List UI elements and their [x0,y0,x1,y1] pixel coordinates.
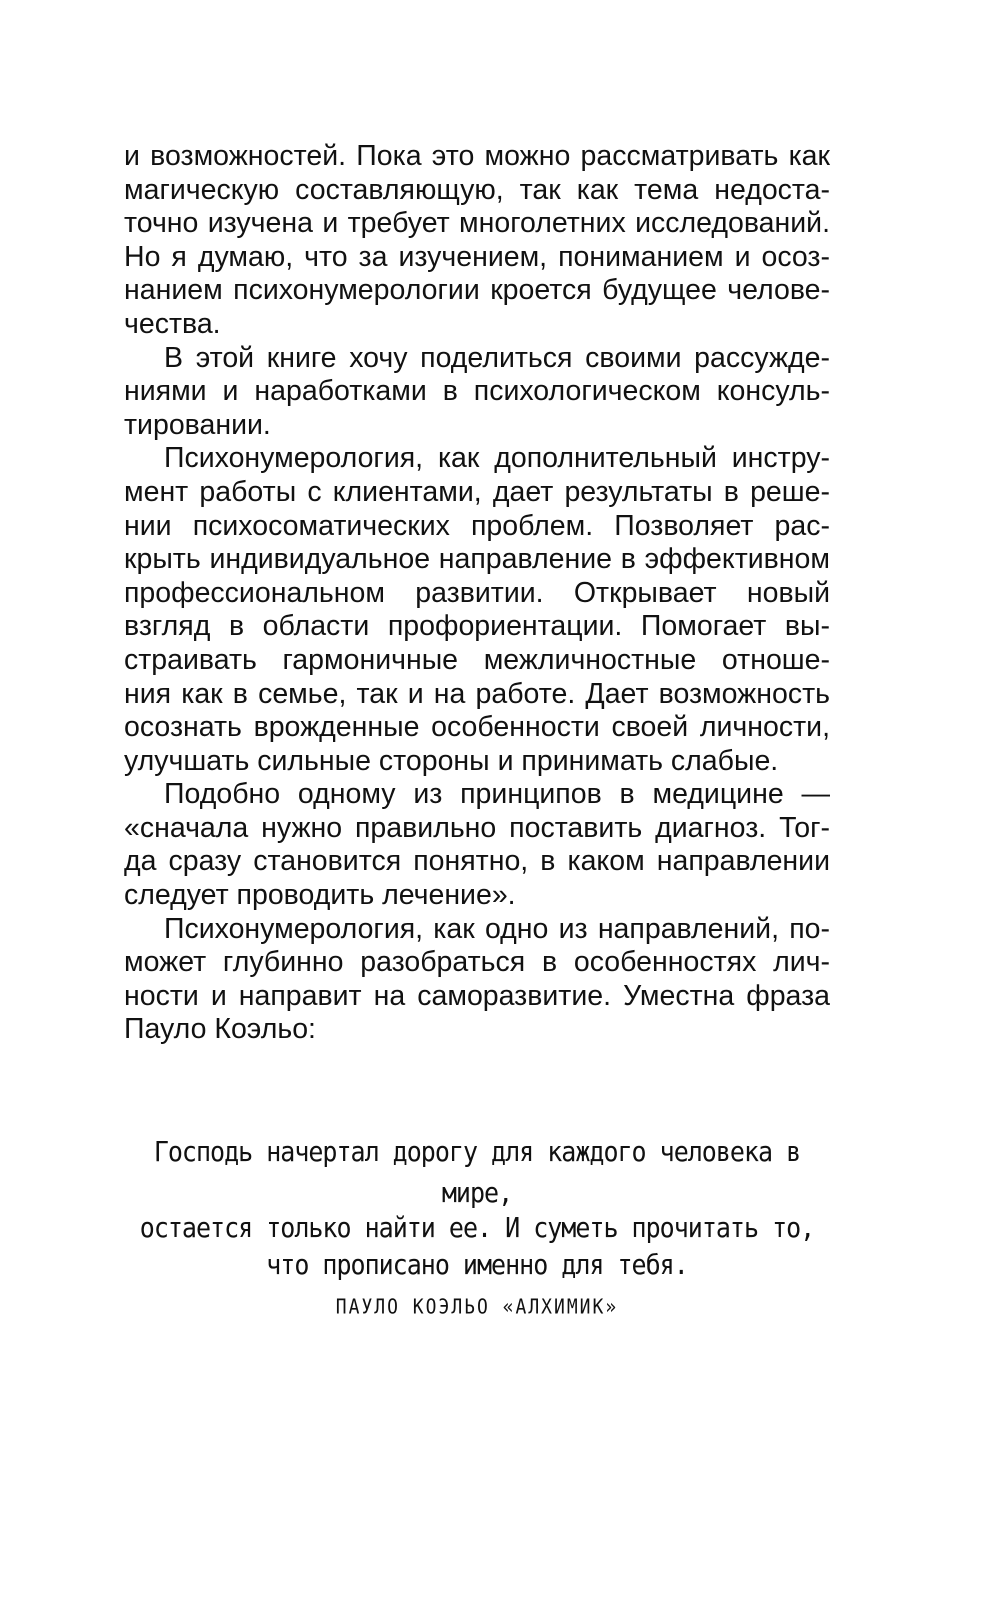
text-line: может глубинно разобраться в особенностях лич- [124,946,830,979]
text-line: точно изучена и требует многолетних исследований. [124,207,830,240]
text-line: чества. [124,307,221,340]
text-line: «сначала нужно правильно поставить диагноз. Тог- [124,811,830,844]
text-line: магическую составляющую, так как тема недоста- [124,173,830,206]
text-line: страивать гармоничные межличностные отноше- [124,643,830,676]
body-text [124,140,830,1047]
text-line: ниями и наработками в психологическом консуль- [124,375,830,408]
text-line: улучшать сильные стороны и принимать слабые. [124,744,779,777]
text-line: Подобно одному из принципов в медицине — [164,778,830,811]
text-line: следует проводить лечение». [124,879,516,912]
text-line: и возможностей. Пока это можно рассматривать как [124,140,830,172]
text-line: мент работы с клиентами, дает результаты в реше- [124,475,830,508]
epigraph-quote [124,1135,830,1320]
text-line: крыть индивидуальное направление в эффективном [124,543,830,576]
text-line: осознать врожденные особенности своей личности, [124,711,830,744]
text-line: нии психосоматических проблем. Позволяет рас- [124,509,830,542]
text-line: взгляд в области профориентации. Помогает вы- [124,610,830,643]
text-line: нанием психонумерологии кроется будущее челове- [124,274,830,307]
quote-line: остается только найти ее. И суметь прочитать то, [139,1211,815,1244]
quote-source: ПАУЛО КОЭЛЬО «АЛХИМИК» [335,1295,619,1320]
text-line: В этой книге хочу поделиться своими рассужде- [164,341,830,374]
text-line: ния как в семье, так и на работе. Дает возможность [124,677,830,710]
text-line: ности и направит на саморазвитие. Уместна фраза [124,979,830,1012]
text-line: профессиональном развитии. Открывает новый [124,576,830,609]
text-line: Пауло Коэльо: [124,1013,316,1046]
text-line: да сразу становится понятно, в каком направлении [124,845,830,878]
quote-line: что прописано именно для тебя. [266,1248,688,1281]
quote-line: Господь начертал дорогу для каждого человека в мире, [153,1135,801,1209]
text-line: тировании. [124,408,271,441]
text-line: Психонумерология, как дополнительный инстру- [164,442,830,475]
text-line: Психонумерология, как одно из направлений, по- [164,912,830,945]
text-line: Но я думаю, что за изучением, пониманием и осоз- [124,240,830,273]
